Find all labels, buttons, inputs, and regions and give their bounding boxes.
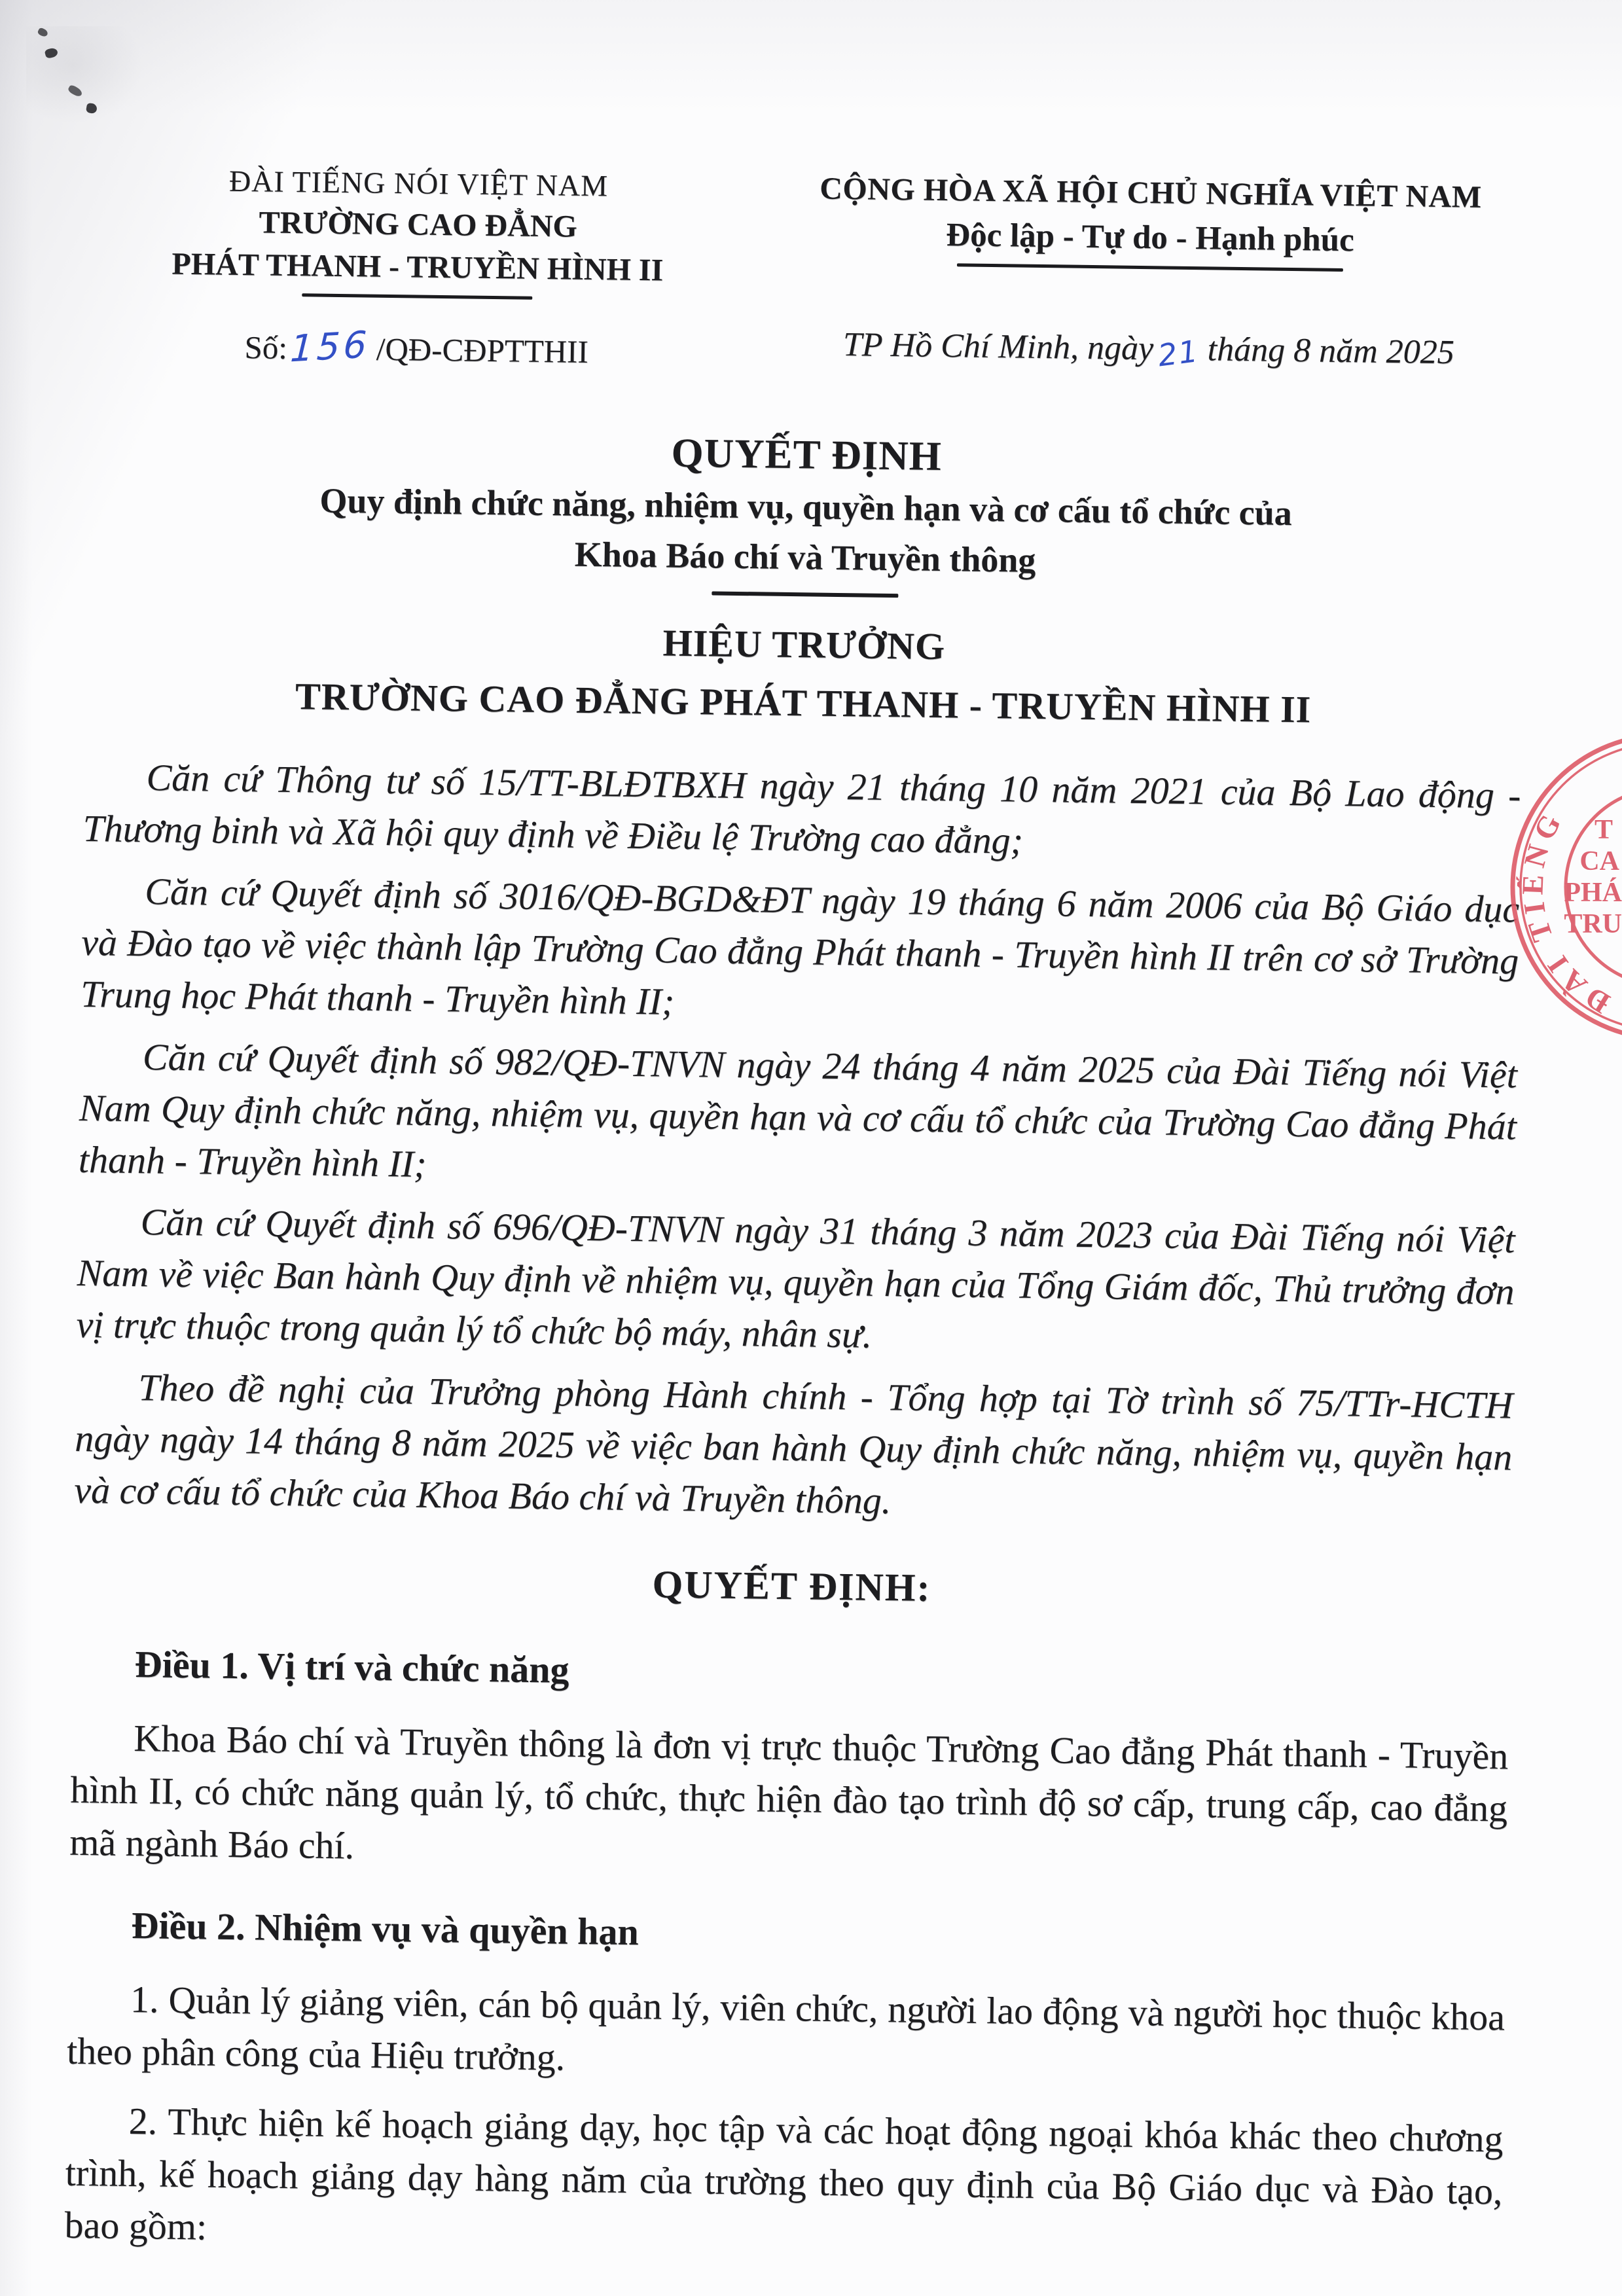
article-1-heading: Điều 1. Vị trí và chức năng xyxy=(134,1642,569,1691)
title-rule xyxy=(712,592,898,598)
doc-number-handwritten-value: 156 xyxy=(289,323,371,371)
place-date-line xyxy=(770,324,1527,372)
preamble-section xyxy=(74,751,1521,1535)
stamp-center-line-4: TRU xyxy=(1564,909,1622,939)
national-motto: Độc lập - Tự do - Hạnh phúc xyxy=(946,217,1355,259)
articles-section xyxy=(64,1641,1509,2270)
header-right-rule xyxy=(956,263,1343,272)
org-name-line2: PHÁT THANH - TRUYỀN HÌNH II xyxy=(171,246,664,288)
article-1-body: Khoa Báo chí và Truyền thông là đơn vị trực thuộc Trường Cao đẳng Phát thanh - Truyền hình II, có chức năng quản lý, tổ chức, thực hiện đào tạo trình độ sơ cấp, trung cấp, cao đẳng mã ngành Báo chí. xyxy=(69,1716,1509,1867)
stamp-center-line-3: PHÁ xyxy=(1564,878,1622,908)
issuing-authority-org: TRƯỜNG CAO ĐẲNG PHÁT THANH - TRUYỀN HÌNH II xyxy=(295,675,1312,731)
preamble-paragraph: Theo đề nghị của Trưởng phòng Hành chính - Tổng hợp tại Tờ trình số 75/TTr-HCTH ngày ngày 14 tháng 8 năm 2025 về việc ban hành Quy định chức năng, nhiệm vụ, quyền hạn và cơ cấu tổ chức của Khoa Báo chí và Truyền thông. xyxy=(73,1366,1513,1522)
issuing-authority: HIỆU TRƯỞNG xyxy=(662,621,946,668)
document-header xyxy=(89,158,1529,384)
date-suffix: tháng 8 năm 2025 xyxy=(1207,331,1455,371)
national-motto-block xyxy=(770,168,1529,373)
scan-smudge xyxy=(26,26,144,124)
date-prefix: TP Hồ Chí Minh, ngày xyxy=(842,325,1154,367)
org-name-line1: TRƯỜNG CAO ĐẲNG xyxy=(259,205,578,245)
preamble-paragraph: Căn cứ Quyết định số 3016/QĐ-BGD&ĐT ngày 19 tháng 6 năm 2006 của Bộ Giáo dục và Đào tạo về việc thành lập Trường Cao đẳng Phát thanh - Truyền hình II trên cơ sở Trường Trung học Phát thanh - Truyền hình II; xyxy=(80,870,1520,1023)
stamp-center-line-2: CA xyxy=(1579,846,1619,876)
article-2-item-2: 2. Thực hiện kế hoạch giảng dạy, học tập và các hoạt động ngoại khóa khác theo chương trình, kế hoạch giảng dạy hàng năm của trường theo quy định của Bộ Giáo dục và Đào tạo, bao gồm: xyxy=(64,2099,1504,2248)
preamble-paragraph: Căn cứ Thông tư số 15/TT-BLĐTBXH ngày 21 tháng 10 năm 2021 của Bộ Lao động - Thương binh và Xã hội quy định về Điều lệ Trường cao đẳng; xyxy=(82,756,1521,863)
stamp-arc-text: ĐÀI TIẾNG xyxy=(1515,803,1616,1021)
date-day-handwritten-value: 21 xyxy=(1155,332,1201,374)
national-title: CỘNG HÒA XÃ HỘI CHỦ NGHĨA VIỆT NAM xyxy=(819,171,1482,215)
preamble-paragraph: Căn cứ Quyết định số 982/QĐ-TNVN ngày 24 tháng 4 năm 2025 của Đài Tiếng nói Việt Nam Quy định chức năng, nhiệm vụ, quyền hạn và cơ cấu tổ chức của Trường Cao đẳng Phát thanh - Truyền hình II; xyxy=(78,1035,1518,1185)
header-left-rule xyxy=(302,293,532,300)
doc-number-code: /QĐ-CĐPTTHII xyxy=(376,331,589,370)
stamp-center-line-1: T xyxy=(1594,815,1613,845)
article-2-heading: Điều 2. Nhiệm vụ và quyền hạn xyxy=(131,1903,640,1953)
document-number-line xyxy=(89,323,744,374)
article-2-item-1: 1. Quản lý giảng viên, cán bộ quản lý, viên chức, người lao động và người học thuộc khoa theo phân công của Hiệu trưởng. xyxy=(66,1977,1505,2079)
title-block xyxy=(84,419,1526,738)
document-subtitle-line2: Khoa Báo chí và Truyền thông xyxy=(574,534,1036,580)
document-content xyxy=(64,158,1529,2287)
doc-number-label: Số: xyxy=(244,329,288,367)
preamble-paragraph: Căn cứ Quyết định số 696/QĐ-TNVN ngày 31 tháng 3 năm 2023 của Đài Tiếng nói Việt Nam về việc Ban hành Quy định về nhiệm vụ, quyền hạn của Tổng Giám đốc, Thủ trưởng đơn vị trực thuộc trong quản lý tổ chức bộ máy, nhân sự. xyxy=(76,1200,1515,1356)
document-subtitle-line1: Quy định chức năng, nhiệm vụ, quyền hạn và cơ cấu tổ chức của xyxy=(319,480,1293,533)
official-stamp xyxy=(1496,730,1622,1057)
org-parent-name: ĐÀI TIẾNG NÓI VIỆT NAM xyxy=(228,164,609,203)
document-title: QUYẾT ĐỊNH xyxy=(671,429,943,480)
issuing-org-block xyxy=(89,158,746,374)
decision-heading: QUYẾT ĐỊNH: xyxy=(652,1562,931,1609)
